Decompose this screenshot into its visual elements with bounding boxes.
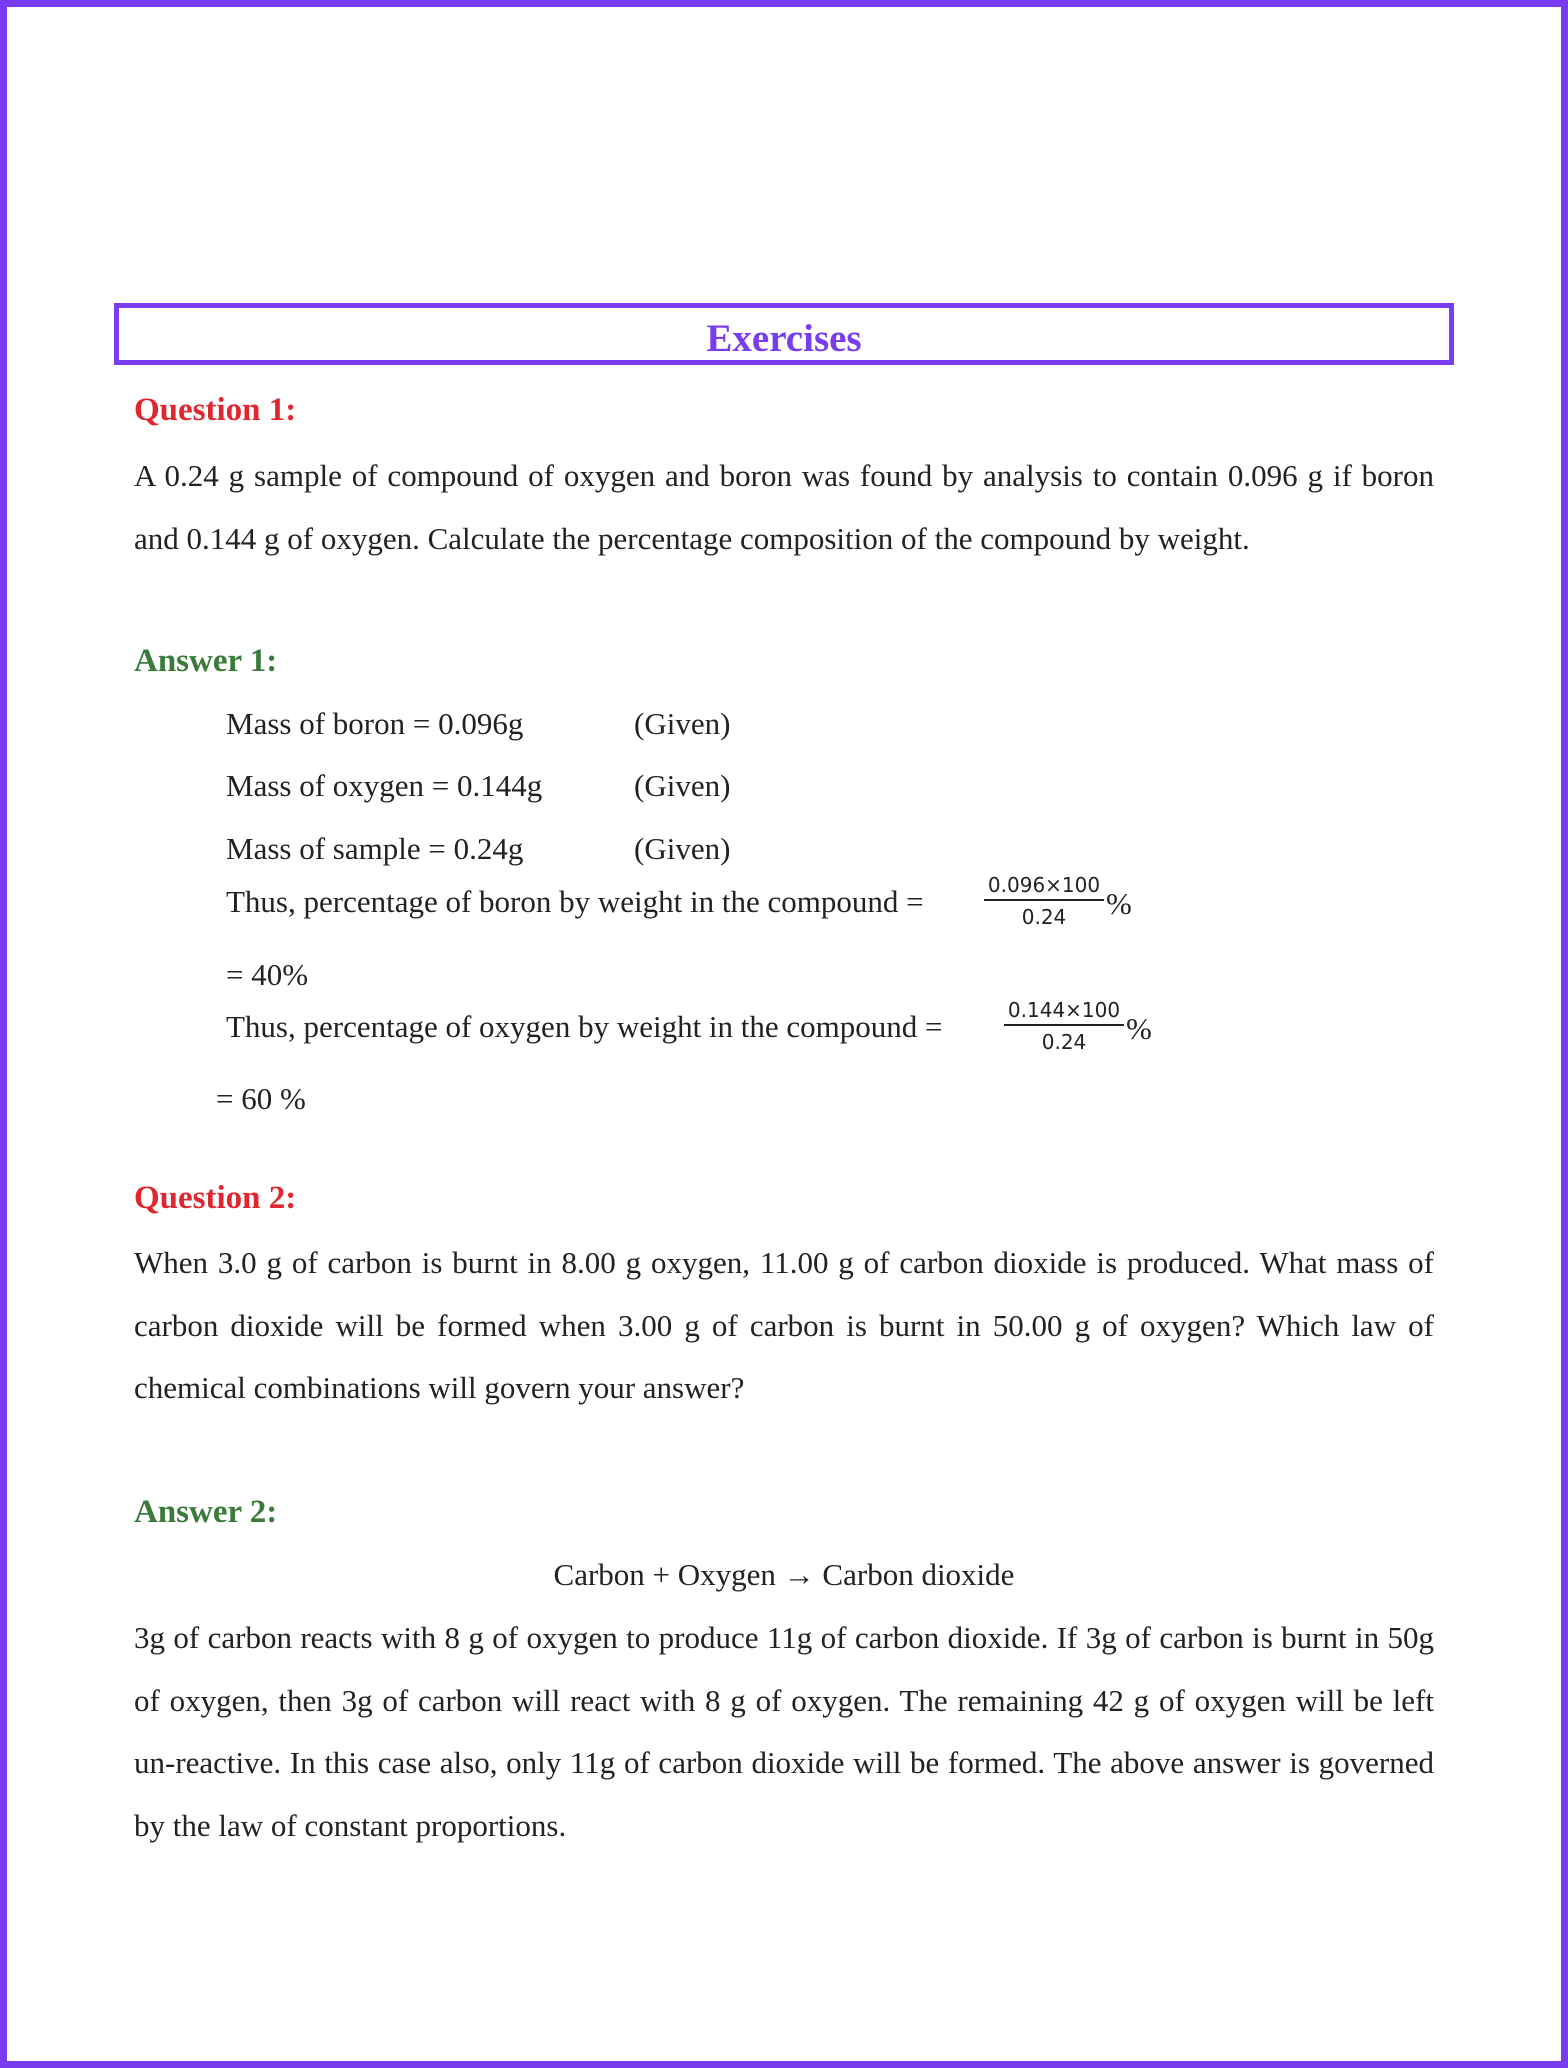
- boron-result: = 40%: [226, 957, 309, 992]
- answer-2-heading: Answer 2:: [134, 1494, 278, 1530]
- title-box: [114, 303, 1454, 365]
- oxygen-denominator: 0.24: [1041, 1030, 1087, 1054]
- given-note-boron: (Given): [634, 706, 731, 741]
- oxygen-numerator: 0.144×100: [1004, 998, 1124, 1026]
- page-title: Exercises: [706, 317, 862, 360]
- boron-percent-sign: %: [1106, 886, 1132, 921]
- oxygen-percent-sign: %: [1126, 1011, 1152, 1046]
- question-2-heading: Question 2:: [134, 1180, 297, 1216]
- given-note-oxygen: (Given): [634, 768, 731, 803]
- given-note-sample: (Given): [634, 831, 731, 866]
- question-2-text: When 3.0 g of carbon is burnt in 8.00 g oxygen, 11.00 g of carbon dioxide is produced. What mass of carbon dioxide will be formed when 3.00 g of carbon is burnt in 50.00 g of oxygen? Which law of chemical combinations will govern your answer?: [134, 1245, 1434, 1405]
- boron-percentage-line: Thus, percentage of boron by weight in the compound =: [226, 884, 924, 919]
- boron-numerator: 0.096×100: [984, 873, 1104, 901]
- question-1-text: A 0.24 g sample of compound of oxygen and boron was found by analysis to contain 0.096 g if boron and 0.144 g of oxygen. Calculate the percentage composition of the compound by weight.: [134, 458, 1434, 556]
- oxygen-percentage-line: Thus, percentage of oxygen by weight in the compound =: [226, 1009, 943, 1044]
- answer-1-heading: Answer 1:: [134, 643, 278, 679]
- oxygen-fraction: [1004, 998, 1124, 1054]
- oxygen-result: = 60 %: [216, 1081, 306, 1116]
- reaction-equation: Carbon + Oxygen → Carbon dioxide: [553, 1557, 1015, 1592]
- mass-boron: Mass of boron = 0.096g: [226, 706, 524, 741]
- mass-sample: Mass of sample = 0.24g: [226, 831, 524, 866]
- answer-2-text: 3g of carbon reacts with 8 g of oxygen to produce 11g of carbon dioxide. If 3g of carbon is burnt in 50g of oxygen, then 3g of carbon will react with 8 g of oxygen. The remaining 42 g of oxygen will be left un-reactive. In this case also, only 11g of carbon dioxide will be formed. The above answer is governed by the law of constant proportions.: [134, 1620, 1434, 1843]
- boron-denominator: 0.24: [1021, 905, 1067, 929]
- mass-oxygen: Mass of oxygen = 0.144g: [226, 768, 543, 803]
- boron-fraction: [984, 873, 1104, 929]
- question-1-heading: Question 1:: [134, 392, 297, 428]
